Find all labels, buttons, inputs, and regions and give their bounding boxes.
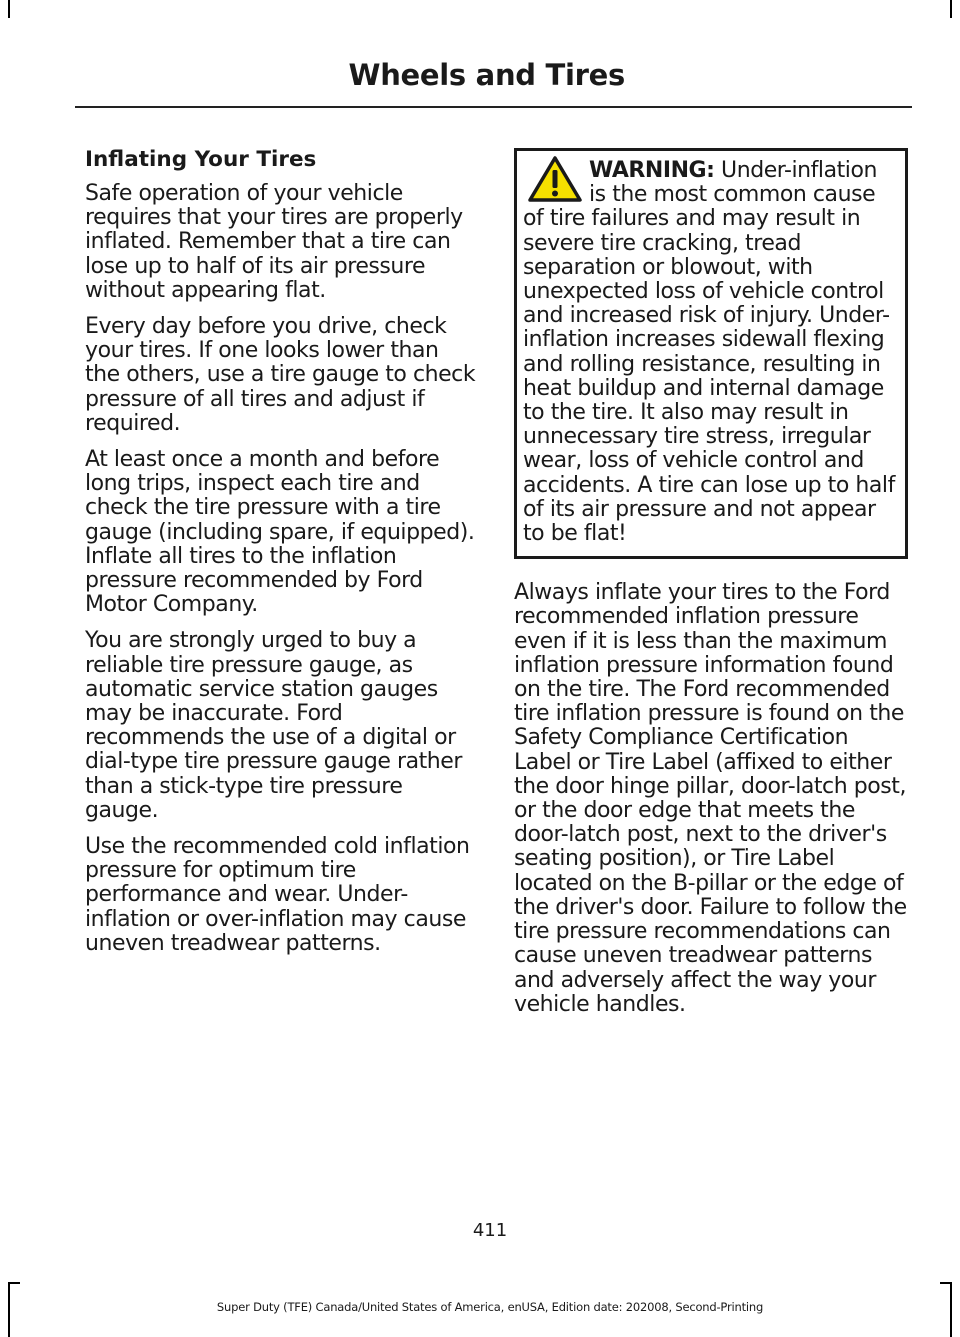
page-header-title: Wheels and Tires [348,58,625,92]
page-number: 411 [472,1220,508,1241]
paragraph-pressure-gauge: You are strongly urged to buy a reliable tire pressure gauge, as automatic service station gauges may be inaccurate. Ford recommends the use of a digital or dial-type tire pressure gauge rather than a stick-type tire pressure gauge. [85,628,462,823]
left-column [85,146,477,968]
warning-triangle-icon [527,155,583,203]
paragraph-ford-recommended-pressure: Always inflate your tires to the Ford recommended inflation pressure even if it is less than the maximum inflation pressure information found on the tire. The Ford recommended tire inflation pressure is found on the Safety Compliance Certification Label or Tire Label (affixed to either the door hinge pillar, door-latch post, or the door edge that meets the door-latch post, next to the driver's seating position), or Tire Label located on the B-pillar or the edge of the driver's door. Failure to follow the tire pressure recommendations can cause uneven treadwear patterns and adversely affect the way your vehicle handles. [514,580,907,1017]
paragraph-cold-inflation: Use the recommended cold inflation pressure for optimum tire performance and wear. Under-inflation or over-inflation may cause uneven treadwear patterns. [85,834,470,956]
warning-box [514,148,908,559]
header-divider [75,106,912,108]
paragraph-safe-operation: Safe operation of your vehicle requires that your tires are properly inflated. Remember that a tire can lose up to half of its air pressure without appearing flat. [85,181,463,303]
footer-edition-text: Super Duty (TFE) Canada/United States of America, enUSA, Edition date: 202008, Second-Printing [216,1300,764,1314]
crop-mark-bottom-left [8,1282,20,1284]
crop-mark-top-left [8,0,10,18]
paragraph-monthly-check: At least once a month and before long trips, inspect each tire and check the tire pressure with a tire gauge (including spare, if equipped). Inflate all tires to the inflation pressure recommended by Ford Motor Company. [85,447,475,618]
warning-text: Under-inflation is the most common cause of tire failures and may result in severe tire cracking, tread separation or blowout, with unexpected loss of vehicle control and increased risk of injury. Under-inflation increases sidewall flexing and rolling resistance, resulting in heat buildup and internal damage to the tire. It also may result in unnecessary tire stress, irregular wear, loss of vehicle control and accidents. A tire can lose up to half of its air pressure and not appear to be flat! [523,158,895,547]
section-title: Inflating Your Tires [85,147,317,172]
right-column [514,148,908,1029]
crop-mark-top-right [950,0,952,18]
paragraph-daily-check: Every day before you drive, check your tires. If one looks lower than the others, use a tire gauge to check pressure of all tires and adjust if required. [85,314,476,436]
warning-label: WARNING: [589,158,715,183]
